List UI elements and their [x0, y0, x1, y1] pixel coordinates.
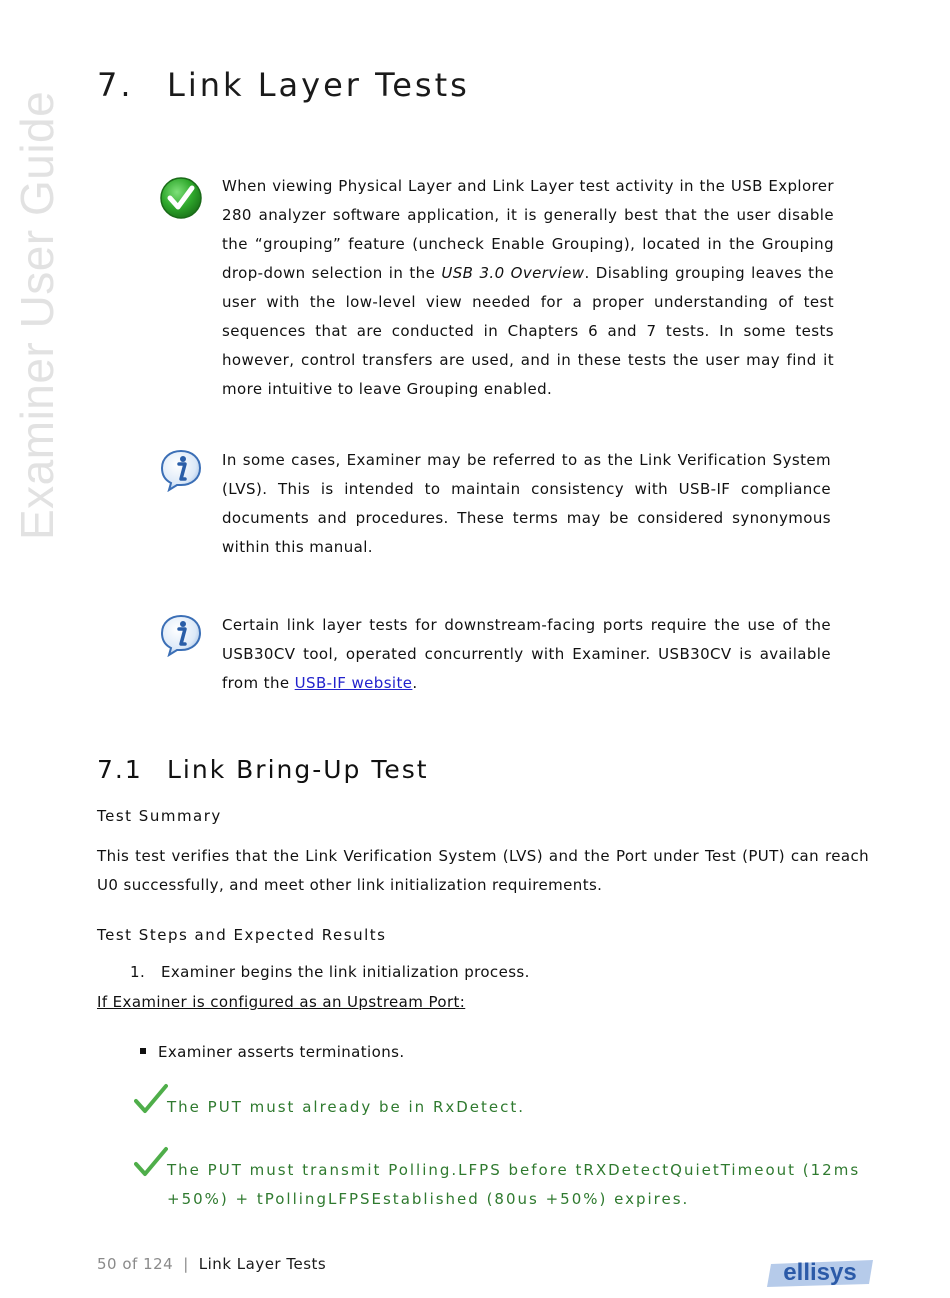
usb-if-website-link[interactable]: USB-IF website	[294, 674, 413, 692]
info-icon	[159, 613, 203, 657]
ellisys-logo-text: ellisys	[783, 1259, 857, 1286]
page-number: 50 of 124	[97, 1255, 174, 1273]
section-number: 7.1	[97, 755, 143, 784]
note-grouping	[222, 172, 834, 404]
note-usb30cv	[222, 611, 831, 698]
footer-title: Link Layer Tests	[198, 1255, 327, 1273]
green-check-icon	[134, 1083, 168, 1115]
chapter-number: 7.	[97, 66, 134, 104]
note-usb30cv-text-2: .	[412, 674, 418, 692]
bullet-item	[140, 1043, 405, 1061]
checkmark-icon	[159, 176, 203, 220]
bullet-text: Examiner asserts terminations.	[158, 1043, 405, 1061]
note-grouping-emphasis: USB 3.0 Overview	[441, 264, 585, 282]
expected-result-2-line-2: +50%) + tPollingLFPSEstablished (80us +50%) expires.	[167, 1190, 690, 1208]
upstream-condition: If Examiner is configured as an Upstream Port:	[97, 993, 466, 1011]
expected-result-1: The PUT must already be in RxDetect.	[167, 1098, 526, 1116]
note-grouping-text-2: . Disabling grouping leaves the user with the low-level view needed for a proper understanding of test sequences that are conducted in Chapters 6 and 7 tests. In some tests however, control transfers are used, and in these tests the user may find it more intuitive to leave Grouping enabled.	[222, 264, 834, 398]
info-icon	[159, 448, 203, 492]
chapter-title-text: Link Layer Tests	[167, 66, 470, 104]
ellisys-logo	[765, 1256, 875, 1290]
step-1-text: Examiner begins the link initialization process.	[161, 963, 530, 981]
test-summary-heading: Test Summary	[97, 807, 222, 825]
section-title-text: Link Bring-Up Test	[167, 755, 429, 784]
test-steps-heading: Test Steps and Expected Results	[97, 926, 387, 944]
chapter-title	[97, 66, 470, 104]
note-lvs: In some cases, Examiner may be referred to as the Link Verification System (LVS). This is intended to maintain consistency with USB-IF compliance documents and procedures. These terms may be considered synonymous within this manual.	[222, 451, 831, 556]
step-1-number: 1.	[130, 963, 146, 981]
note-usb30cv-text-1: Certain link layer tests for downstream-facing ports require the use of the USB30CV tool, operated concurrently with Examiner. USB30CV is available from the	[222, 616, 831, 692]
green-check-icon	[134, 1146, 168, 1178]
page-footer	[97, 1255, 326, 1273]
footer-separator: |	[183, 1255, 189, 1273]
bullet-square-icon	[140, 1048, 146, 1054]
expected-result-2	[167, 1156, 860, 1214]
step-1	[130, 963, 530, 981]
section-title	[97, 755, 429, 784]
sidebar-title: Examiner User Guide	[11, 90, 63, 540]
note-grouping-text-1: When viewing Physical Layer and Link Layer test activity in the USB Explorer 280 analyzer software application, it is generally best that the user disable the “grouping” feature (uncheck Enable Grouping), located in the Grouping drop-down selection in the	[222, 177, 834, 282]
expected-result-2-line-1: The PUT must transmit Polling.LFPS before tRXDetectQuietTimeout (12ms	[167, 1161, 861, 1179]
test-summary-text: This test verifies that the Link Verification System (LVS) and the Port under Test (PUT) can reach U0 successfully, and meet other link initialization requirements.	[97, 847, 869, 894]
